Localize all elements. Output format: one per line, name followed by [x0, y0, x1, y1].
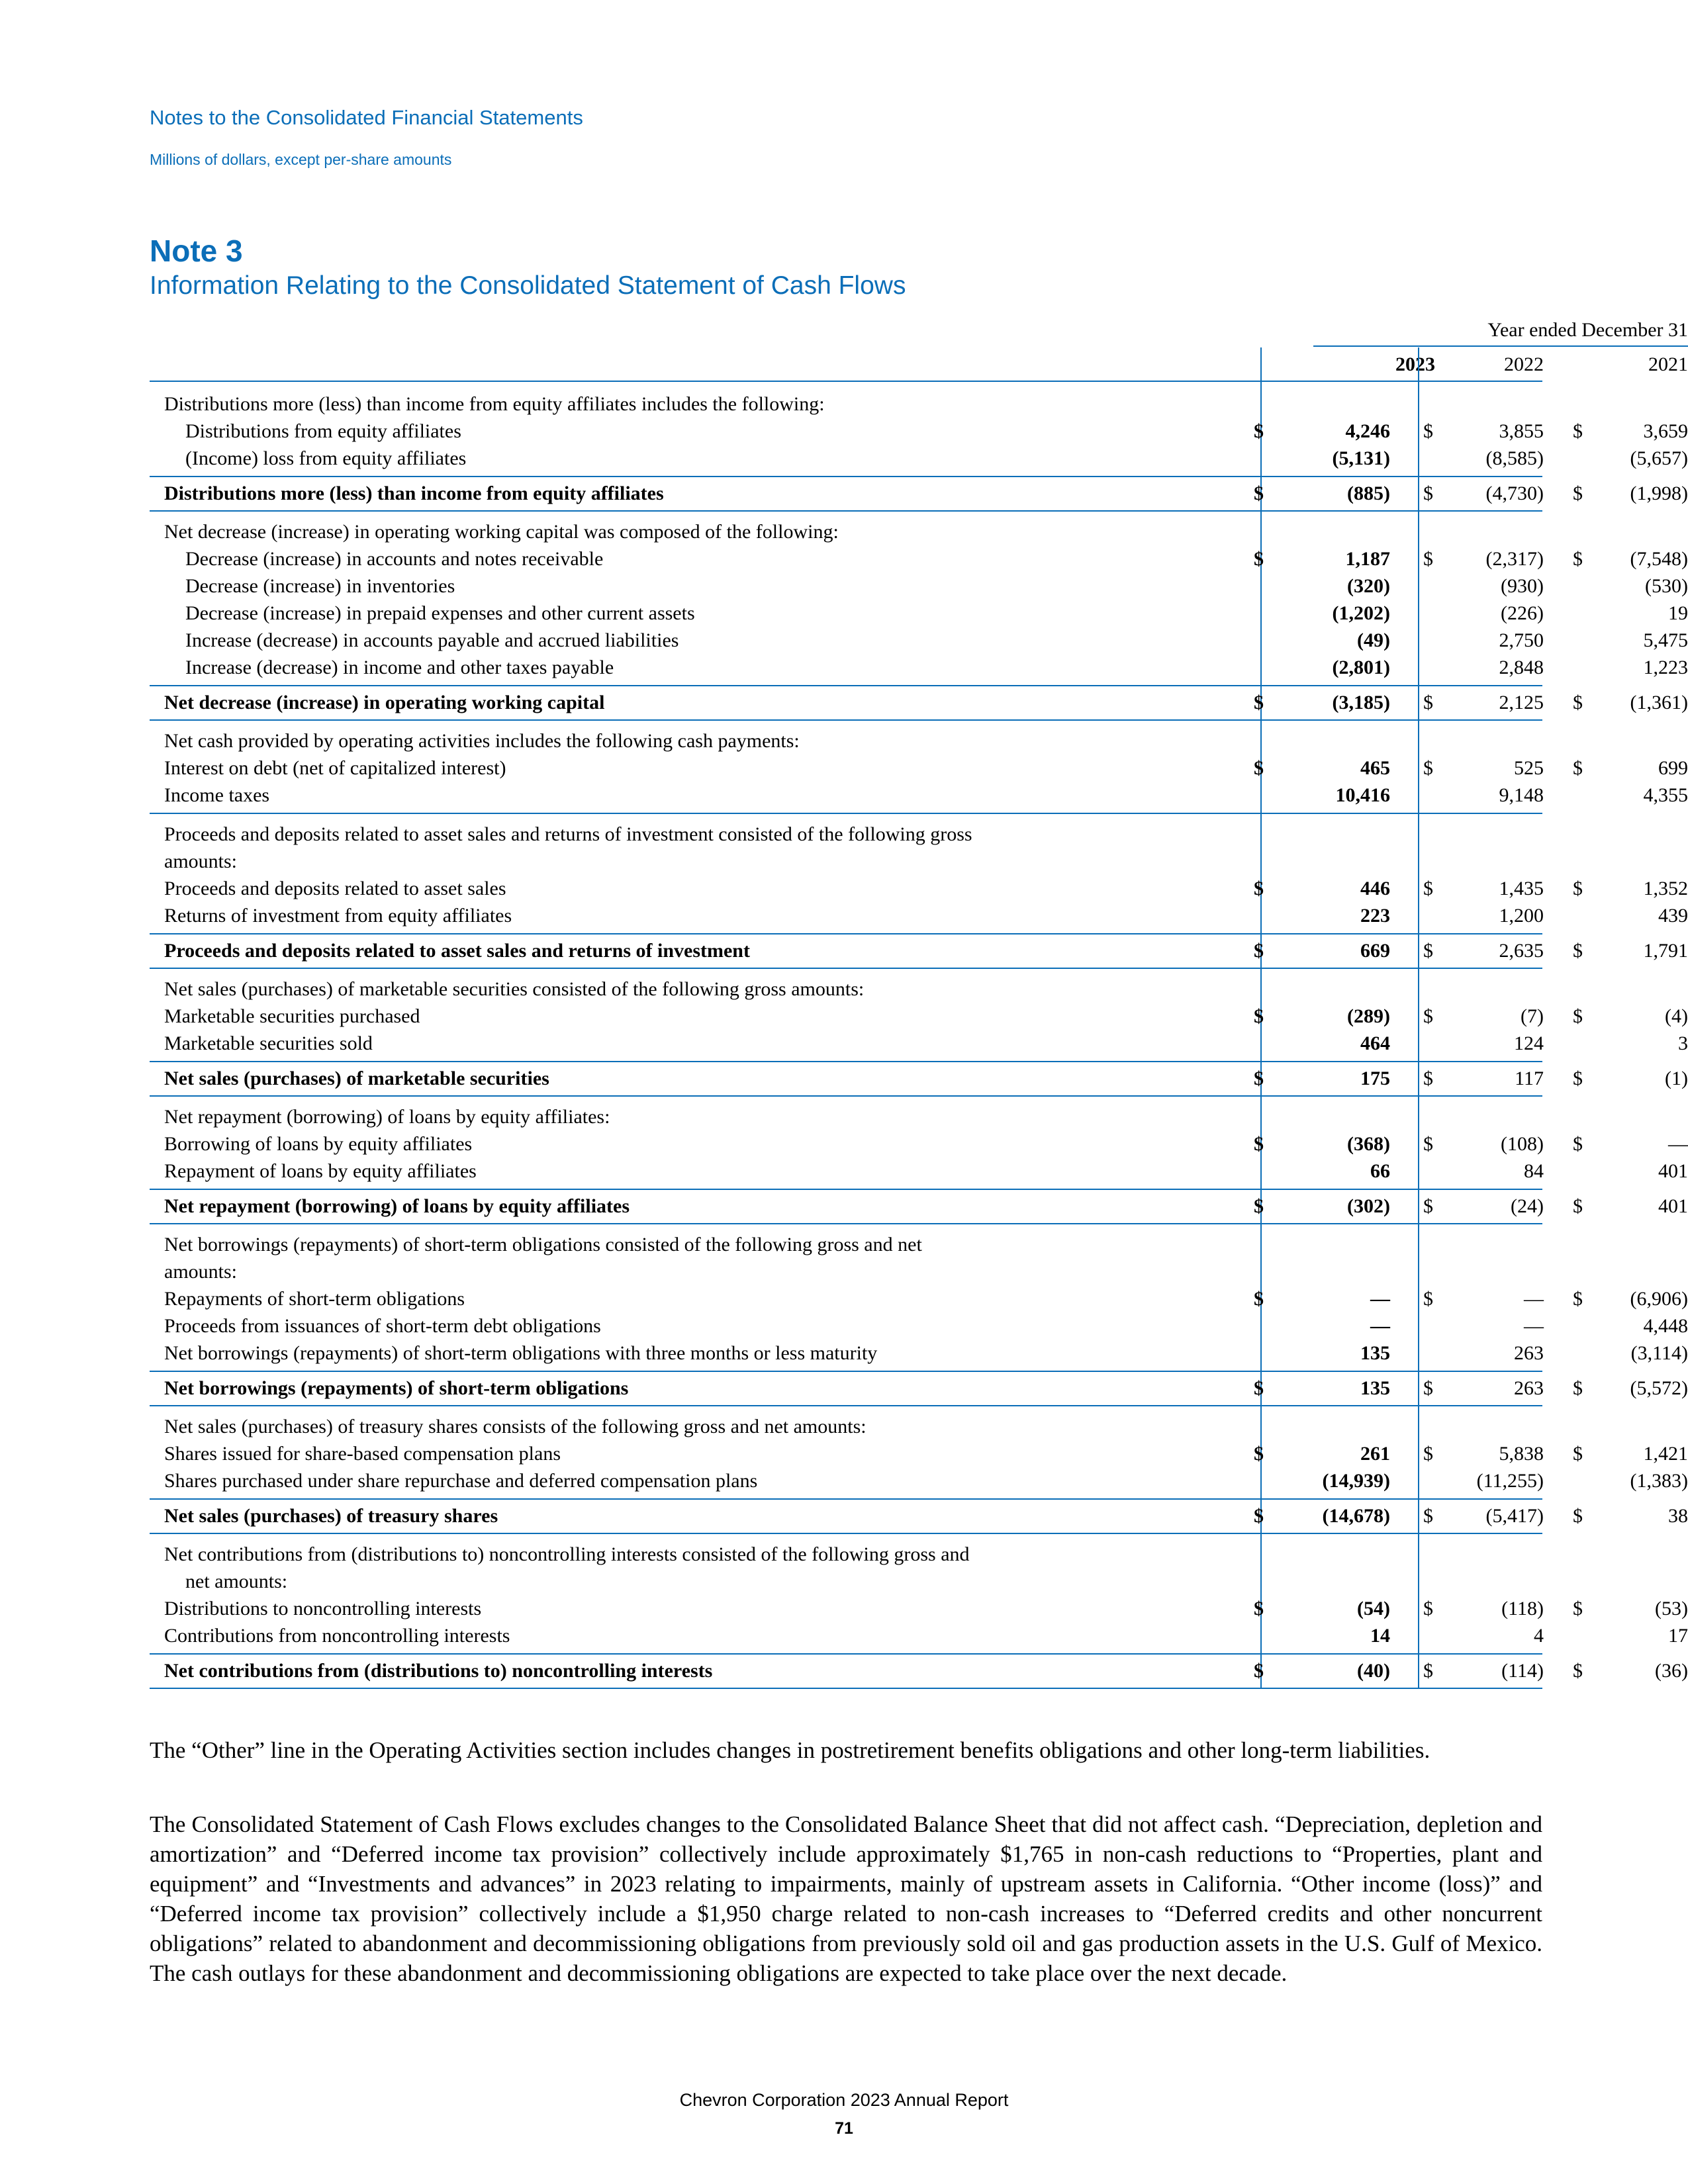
value-2023: (320): [1347, 575, 1390, 597]
dollar-sign: $: [1254, 1195, 1264, 1217]
value-2023: —: [1370, 1288, 1390, 1310]
dollar-sign: $: [1423, 878, 1433, 899]
total-2023: 135: [1360, 1377, 1390, 1399]
dollar-sign: $: [1573, 1068, 1583, 1089]
value-2022: 2,848: [1499, 657, 1544, 678]
table-row: [150, 445, 1688, 472]
total-label: Proceeds and deposits related to asset sales and returns of investment: [164, 940, 750, 962]
dollar-sign: $: [1254, 1288, 1264, 1310]
dollar-sign: $: [1423, 1443, 1433, 1465]
table-row: [150, 654, 1688, 681]
table-row: [150, 1030, 1688, 1057]
dollar-sign: $: [1254, 1598, 1264, 1619]
value-2023: (289): [1347, 1005, 1390, 1027]
row-label: Net borrowings (repayments) of short-term obligations consisted of the following gross and net: [164, 1234, 922, 1255]
value-2023: 14: [1370, 1625, 1390, 1647]
table-total-row: [150, 476, 1688, 510]
table-row: [150, 782, 1688, 809]
value-2022: 525: [1514, 757, 1544, 779]
dollar-sign: $: [1423, 1133, 1433, 1155]
total-2022: (5,417): [1485, 1505, 1544, 1527]
note-paragraph-2: The Consolidated Statement of Cash Flows excludes changes to the Consolidated Balance Sheet that did not affect cash. “Depreciation, depletion and amortization” and “Deferred income tax provision” collectively include approximately $1,765 in non-cash reductions to “Properties, plant and equipment” and “Investments and advances” in 2023 relating to impairments, mainly of upstream assets in California. “Other income (loss)” and “Deferred income tax provision” collectively include a $1,950 charge related to non-cash increases to “Deferred credits and other noncurrent obligations” related to abandonment and decommissioning obligations from previously sold oil and gas production assets in the U.S. Gulf of Mexico. The cash outlays for these abandonment and decommissioning obligations are expected to take place over the next decade.: [150, 1811, 1542, 1986]
total-2021: 1,791: [1643, 940, 1688, 962]
dollar-sign: $: [1254, 1443, 1264, 1465]
row-label: Net borrowings (repayments) of short-term obligations with three months or less maturity: [164, 1342, 878, 1364]
dollar-sign: $: [1573, 940, 1583, 962]
row-label: Decrease (increase) in accounts and notes receivable: [185, 548, 604, 570]
dollar-sign: $: [1573, 1195, 1583, 1217]
table-row: [150, 1285, 1688, 1312]
value-2022: 1,200: [1499, 905, 1544, 927]
table-row: [150, 1231, 1542, 1258]
total-2022: (114): [1501, 1660, 1544, 1682]
row-label: Distributions from equity affiliates: [185, 420, 461, 442]
table-row: [150, 1467, 1688, 1494]
row-label: (Income) loss from equity affiliates: [185, 447, 467, 469]
row-label: Shares issued for share-based compensation plans: [164, 1443, 561, 1465]
table-row: [150, 875, 1688, 902]
total-2021: (1,998): [1630, 482, 1688, 504]
period-rule: [1313, 345, 1688, 347]
year-header-2022: 2022: [1504, 353, 1544, 375]
value-2021: 19: [1668, 602, 1688, 624]
value-2023: 1,187: [1345, 548, 1390, 570]
table-total-row: [150, 1371, 1688, 1405]
table-row: [150, 1103, 1542, 1130]
total-2022: 263: [1514, 1377, 1544, 1399]
dollar-sign: $: [1573, 692, 1583, 713]
total-2023: (302): [1347, 1195, 1390, 1217]
dollar-sign: $: [1423, 1505, 1433, 1527]
value-2021: (7,548): [1630, 548, 1688, 570]
dollar-sign: $: [1254, 1505, 1264, 1527]
dollar-sign: $: [1254, 1377, 1264, 1399]
value-2023: (2,801): [1332, 657, 1390, 678]
table-row: [150, 518, 1542, 545]
row-label: Returns of investment from equity affiliates: [164, 905, 512, 927]
table-row: [150, 1258, 1542, 1285]
row-label: Contributions from noncontrolling interests: [164, 1625, 510, 1647]
table-row: [150, 976, 1542, 1003]
dollar-sign: $: [1423, 548, 1433, 570]
value-2022: (8,585): [1485, 447, 1544, 469]
dollar-sign: $: [1573, 420, 1583, 442]
value-2021: 4,448: [1643, 1315, 1688, 1337]
value-2021: 439: [1658, 905, 1688, 927]
total-2023: (14,678): [1322, 1505, 1390, 1527]
table-row: [150, 390, 1542, 418]
dollar-sign: $: [1573, 1443, 1583, 1465]
row-label: amounts:: [164, 850, 237, 872]
dollar-sign: $: [1573, 1660, 1583, 1682]
dollar-sign: $: [1254, 548, 1264, 570]
value-2022: 2,750: [1499, 629, 1544, 651]
dollar-sign: $: [1573, 1598, 1583, 1619]
dollar-sign: $: [1573, 757, 1583, 779]
row-label: Proceeds from issuances of short-term debt obligations: [164, 1315, 601, 1337]
value-2023: 66: [1370, 1160, 1390, 1182]
value-2021: (5,657): [1630, 447, 1688, 469]
dollar-sign: $: [1254, 692, 1264, 713]
value-2021: 17: [1668, 1625, 1688, 1647]
dollar-sign: $: [1254, 757, 1264, 779]
table-section: [150, 1224, 1688, 1406]
value-2022: —: [1524, 1288, 1544, 1310]
value-2022: 3,855: [1499, 420, 1544, 442]
row-label: Increase (decrease) in income and other taxes payable: [185, 657, 614, 678]
table-total-row: [150, 933, 1688, 968]
value-2023: (54): [1357, 1598, 1390, 1619]
value-2021: (6,906): [1630, 1288, 1688, 1310]
table-section: [150, 814, 1688, 969]
section-header-title: Notes to the Consolidated Financial Statements: [150, 106, 583, 129]
value-2021: 699: [1658, 757, 1688, 779]
table-row: [150, 1158, 1688, 1185]
value-2023: (14,939): [1322, 1470, 1390, 1492]
note-paragraph-1: The “Other” line in the Operating Activities section includes changes in postretirement benefits obligations and other long-term liabilities.: [150, 1737, 1430, 1763]
dollar-sign: $: [1573, 1288, 1583, 1310]
table-row: [150, 572, 1688, 600]
value-2021: (3,114): [1630, 1342, 1688, 1364]
dollar-sign: $: [1423, 757, 1433, 779]
table-row: [150, 1312, 1688, 1340]
section-header-subtitle: Millions of dollars, except per-share amounts: [150, 151, 452, 168]
total-2021: (5,572): [1630, 1377, 1688, 1399]
row-label: Borrowing of loans by equity affiliates: [164, 1133, 473, 1155]
header-rule: [150, 381, 1542, 382]
value-2022: (930): [1501, 575, 1544, 597]
value-2021: 3,659: [1643, 420, 1688, 442]
dollar-sign: $: [1423, 1660, 1433, 1682]
total-2022: 117: [1515, 1068, 1544, 1089]
total-2021: (36): [1655, 1660, 1688, 1682]
row-label: net amounts:: [185, 1570, 288, 1592]
value-2021: 5,475: [1643, 629, 1688, 651]
table-total-row: [150, 1498, 1688, 1533]
value-2022: 9,148: [1499, 784, 1544, 806]
dollar-sign: $: [1423, 1377, 1433, 1399]
row-label: Marketable securities sold: [164, 1032, 373, 1054]
table-section: [150, 969, 1688, 1097]
dollar-sign: $: [1573, 1505, 1583, 1527]
total-label: Net sales (purchases) of marketable securities: [164, 1068, 549, 1089]
value-2022: 124: [1514, 1032, 1544, 1054]
row-label: Net repayment (borrowing) of loans by equity affiliates:: [164, 1106, 610, 1128]
row-label: Distributions more (less) than income from equity affiliates includes the following:: [164, 393, 825, 415]
total-2021: (1,361): [1630, 692, 1688, 713]
value-2023: (1,202): [1332, 602, 1390, 624]
year-header-2023: 2023: [1395, 353, 1435, 375]
total-2022: 2,125: [1499, 692, 1544, 713]
total-2021: 401: [1658, 1195, 1688, 1217]
dollar-sign: $: [1423, 1068, 1433, 1089]
row-label: Net decrease (increase) in operating working capital was composed of the following:: [164, 521, 839, 543]
total-label: Net contributions from (distributions to) noncontrolling interests: [164, 1660, 713, 1682]
table-section: [150, 1406, 1688, 1534]
table-row: [150, 754, 1688, 782]
dollar-sign: $: [1254, 1005, 1264, 1027]
table-section: [150, 384, 1688, 512]
dollar-sign: $: [1423, 1598, 1433, 1619]
row-label: Net sales (purchases) of treasury shares consists of the following gross and net amounts:: [164, 1416, 867, 1437]
value-2023: —: [1370, 1315, 1390, 1337]
row-label: Proceeds and deposits related to asset sales and returns of investment consisted of the following gross: [164, 823, 972, 845]
value-2022: —: [1524, 1315, 1544, 1337]
value-2023: 10,416: [1335, 784, 1390, 806]
total-2023: (40): [1357, 1660, 1390, 1682]
period-label: Year ended December 31: [1487, 319, 1688, 341]
table-row: [150, 1541, 1542, 1568]
row-label: Net contributions from (distributions to) noncontrolling interests consisted of the following gross and: [164, 1543, 970, 1565]
row-label: Distributions to noncontrolling interests: [164, 1598, 482, 1619]
table-row: [150, 627, 1688, 654]
row-label: Proceeds and deposits related to asset sales: [164, 878, 506, 899]
value-2023: 261: [1360, 1443, 1390, 1465]
total-2021: (1): [1665, 1068, 1688, 1089]
dollar-sign: $: [1423, 1005, 1433, 1027]
total-2022: 2,635: [1499, 940, 1544, 962]
dollar-sign: $: [1573, 878, 1583, 899]
dollar-sign: $: [1573, 1133, 1583, 1155]
row-label: Marketable securities purchased: [164, 1005, 420, 1027]
table-row: [150, 821, 1542, 848]
table-total-row: [150, 1653, 1688, 1688]
dollar-sign: $: [1254, 878, 1264, 899]
table-row: [150, 1622, 1688, 1649]
table-total-row: [150, 1061, 1688, 1095]
footer-report-name: Chevron Corporation 2023 Annual Report: [679, 2090, 1009, 2110]
value-2022: 1,435: [1499, 878, 1544, 899]
value-2021: 1,352: [1643, 878, 1688, 899]
table-row: [150, 727, 1542, 754]
value-2023: (368): [1347, 1133, 1390, 1155]
table-row: [150, 902, 1688, 929]
total-label: Net repayment (borrowing) of loans by equity affiliates: [164, 1195, 630, 1217]
dollar-sign: $: [1423, 420, 1433, 442]
row-label: Decrease (increase) in inventories: [185, 575, 455, 597]
dollar-sign: $: [1423, 482, 1433, 504]
value-2023: 4,246: [1345, 420, 1390, 442]
dollar-sign: $: [1573, 1005, 1583, 1027]
value-2023: 223: [1360, 905, 1390, 927]
row-label: Net cash provided by operating activities includes the following cash payments:: [164, 730, 800, 752]
value-2021: (4): [1665, 1005, 1688, 1027]
table-total-row: [150, 685, 1688, 719]
value-2022: (2,317): [1485, 548, 1544, 570]
footer-page-number: 71: [835, 2119, 853, 2138]
dollar-sign: $: [1423, 1288, 1433, 1310]
dollar-sign: $: [1573, 482, 1583, 504]
value-2021: (53): [1655, 1598, 1688, 1619]
row-label: Shares purchased under share repurchase and deferred compensation plans: [164, 1470, 758, 1492]
total-label: Distributions more (less) than income from equity affiliates: [164, 482, 664, 504]
row-label: Repayment of loans by equity affiliates: [164, 1160, 477, 1182]
value-2021: 401: [1658, 1160, 1688, 1182]
table-total-row: [150, 1189, 1688, 1223]
row-label: amounts:: [164, 1261, 237, 1283]
value-2022: 4: [1534, 1625, 1544, 1647]
total-label: Net borrowings (repayments) of short-term obligations: [164, 1377, 629, 1399]
table-row: [150, 1568, 1542, 1595]
total-2022: (4,730): [1485, 482, 1544, 504]
table-row: [150, 1440, 1688, 1467]
value-2022: (118): [1501, 1598, 1544, 1619]
row-label: Interest on debt (net of capitalized interest): [164, 757, 506, 779]
table-body: [150, 384, 1688, 1689]
value-2023: 464: [1360, 1032, 1390, 1054]
total-2021: 38: [1668, 1505, 1688, 1527]
value-2021: 4,355: [1643, 784, 1688, 806]
dollar-sign: $: [1254, 482, 1264, 504]
value-2021: 1,421: [1643, 1443, 1688, 1465]
dollar-sign: $: [1254, 1068, 1264, 1089]
value-2023: (49): [1357, 629, 1390, 651]
table-row: [150, 1340, 1688, 1367]
dollar-sign: $: [1254, 940, 1264, 962]
dollar-sign: $: [1423, 940, 1433, 962]
value-2023: (5,131): [1332, 447, 1390, 469]
value-2021: —: [1668, 1133, 1688, 1155]
note-number: Note 3: [150, 234, 243, 268]
total-2022: (24): [1511, 1195, 1544, 1217]
year-header-2021: 2021: [1648, 353, 1688, 375]
row-label: Repayments of short-term obligations: [164, 1288, 465, 1310]
table-row: [150, 1595, 1688, 1622]
value-2023: 465: [1360, 757, 1390, 779]
value-2023: 446: [1360, 878, 1390, 899]
total-label: Net decrease (increase) in operating working capital: [164, 692, 605, 713]
table-row: [150, 1003, 1688, 1030]
value-2022: (108): [1501, 1133, 1544, 1155]
dollar-sign: $: [1573, 548, 1583, 570]
row-label: Decrease (increase) in prepaid expenses and other current assets: [185, 602, 695, 624]
dollar-sign: $: [1254, 420, 1264, 442]
total-2023: (3,185): [1332, 692, 1390, 713]
value-2022: (7): [1521, 1005, 1544, 1027]
total-2023: 175: [1360, 1068, 1390, 1089]
value-2021: (530): [1645, 575, 1688, 597]
table-section: [150, 1097, 1688, 1224]
row-label: Net sales (purchases) of marketable securities consisted of the following gross amounts:: [164, 978, 865, 1000]
table-row: [150, 600, 1688, 627]
total-2023: (885): [1347, 482, 1390, 504]
table-row: [150, 418, 1688, 445]
table-row: [150, 1130, 1688, 1158]
dollar-sign: $: [1573, 1377, 1583, 1399]
table-section: [150, 512, 1688, 721]
row-label: Increase (decrease) in accounts payable and accrued liabilities: [185, 629, 679, 651]
value-2022: (11,255): [1476, 1470, 1544, 1492]
table-row: [150, 848, 1542, 875]
value-2022: 84: [1524, 1160, 1544, 1182]
dollar-sign: $: [1423, 692, 1433, 713]
value-2021: 3: [1678, 1032, 1688, 1054]
total-label: Net sales (purchases) of treasury shares: [164, 1505, 498, 1527]
total-2023: 669: [1360, 940, 1390, 962]
dollar-sign: $: [1254, 1660, 1264, 1682]
table-row: [150, 545, 1688, 572]
value-2022: (226): [1501, 602, 1544, 624]
value-2023: 135: [1360, 1342, 1390, 1364]
value-2021: 1,223: [1643, 657, 1688, 678]
table-row: [150, 1413, 1542, 1440]
table-section: [150, 721, 1688, 814]
value-2022: 263: [1514, 1342, 1544, 1364]
table-section: [150, 1534, 1688, 1689]
dollar-sign: $: [1254, 1133, 1264, 1155]
row-label: Income taxes: [164, 784, 270, 806]
value-2022: 5,838: [1499, 1443, 1544, 1465]
note-title: Information Relating to the Consolidated Statement of Cash Flows: [150, 271, 906, 300]
value-2021: (1,383): [1630, 1470, 1688, 1492]
dollar-sign: $: [1423, 1195, 1433, 1217]
